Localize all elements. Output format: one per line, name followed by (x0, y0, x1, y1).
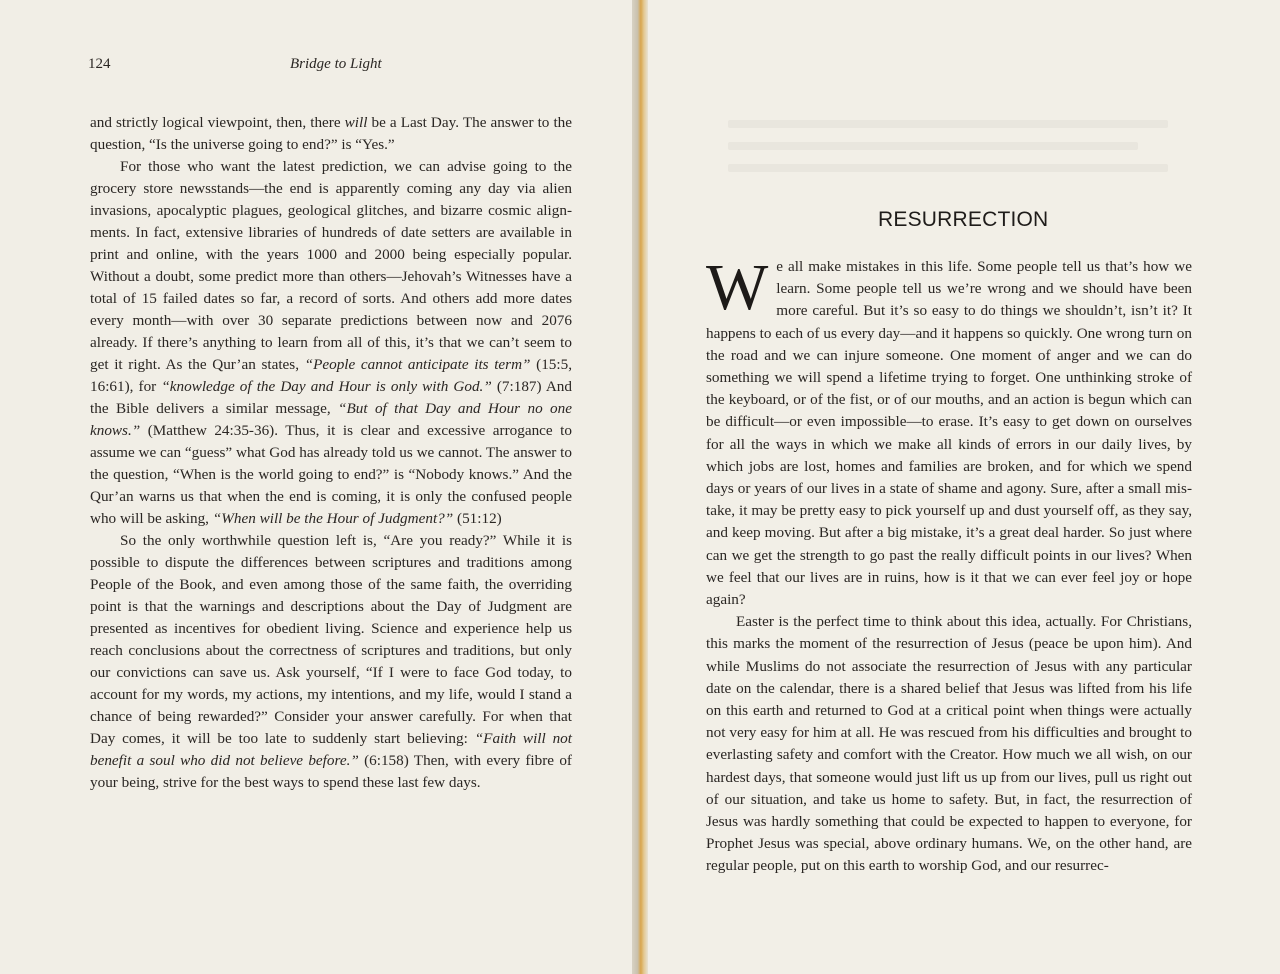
section-title: RESURRECTION (878, 208, 1049, 231)
page-number: 124 (88, 56, 111, 72)
text-run: Easter is the perfect time to think about this idea, actually. For Christians, this marks the moment of the resurrection of Jesus (peace be upon him). And while Muslims do not associate the resurrection of Jesus with any particular date on the calendar, there is a shared belief that Jesus was lifted from his life on this earth and returned to God at a critical point when things were actually not very easy for him at all. He was rescued from his difficulties and brought to everlasting safety and comfort with the Creator. How much we all wish, on our hardest days, that someone would just lift us up from our lives, pull us right out of our situation, and take us home to safety. But, in fact, the resurrection of Jesus was hardly something that could be expected to happen to everyone, for Prophet Jesus was special, above ordinary humans. We, on the other hand, are regular people, put on this earth to worship God, and our resurrec- (706, 613, 1192, 875)
quoted-text: “But of that Day and Hour no one knows.” (90, 400, 572, 439)
quoted-text: “When will be the Hour of Judgment?” (212, 510, 454, 527)
left-page (0, 0, 632, 974)
text-run: (6:158) Then, with every fibre of your being, strive for the best ways to spend these last few days. (90, 752, 572, 791)
left-page-body (90, 112, 572, 794)
paragraph (90, 156, 572, 530)
right-page-body (706, 251, 1192, 878)
text-run: (51:12) (453, 510, 502, 527)
paragraph (706, 251, 1192, 611)
quoted-text: “Faith will not benefit a soul who did not believe before.” (90, 730, 573, 769)
text-run: For those who want the latest prediction, we can advise going to the grocery store newsstands—the end is apparently coming any day via alien invasions, apocalyptic plagues, geological glitches, and bizarre cosmic alignments. In fact, extensive libraries of hundreds of date setters are available in print and online, with the years 1000 and 2000 being especially popular. Without a doubt, some predict more than others—Jehovah’s Witnesses have a total of 15 failed dates so far, a record of sorts. And others add more dates every month—with over 30 separate predictions between now and 2076 already. If there’s anything to learn from all of this, it’s that we can’t seem to get it right. As the Qur’an states, (90, 158, 572, 373)
bleed-through-text (728, 164, 1168, 172)
text-run: (Matthew 24:35-36). Thus, it is clear and excessive arrogance to assume we can “guess” what God has already told us we cannot. The answer to the question, “When is the world going to end?” is “Nobody knows.” And the Qur’an warns us that when the end is coming, it is only the confused people who will be asking, (90, 422, 572, 527)
text-run: (15:5, 16:61), for (90, 356, 573, 395)
bleed-through-text (728, 142, 1138, 150)
text-run: e all make mistakes in this life. Some people tell us that’s how we learn. Some people tell us we’re wrong and we should have been more careful. But it’s so easy to do things we shouldn’t, isn’t it? It happens to each of us every day—and it happens so quickly. One wrong turn on the road and we can injure someone. One moment of anger and we can do something we will spend a lifetime trying to forget. One unthinking stroke of the keyboard, or of the fist, or of our mouths, and an action is begun which can be difficult—or even impossible—to erase. It’s easy to get down on ourselves for all the ways in which we make all kinds of errors in our daily lives, by which jobs are lost, homes and families are broken, and for which we spend days or years of our lives in a state of shame and agony. Sure, after a small mistake, it may be pretty easy to pick yourself up and dust yourself off, as they say, and keep moving. But after a big mistake, it’s a great deal harder. So just where can we get the strength to go past the really difficult points in our lives? When we feel that our lives are in ruins, how is it that we can ever feel joy or hope again? (706, 258, 1192, 609)
bleed-through-text (728, 120, 1168, 128)
paragraph (90, 530, 572, 794)
text-run: So the only worthwhile question left is, “Are you ready?” While it is possible to dispute the differences between scriptures and traditions among People of the Book, and even among those of the same faith, the overriding point is that the warnings and descriptions about the Day of Judgment are presented as incentives for obedient living. Science and experience help us reach conclusions about the correctness of scriptures and traditions, but only our convictions can save us. Ask yourself, “If I were to face God today, to account for my words, my actions, my intentions, and my life, would I stand a chance of being rewarded?” Consider your answer carefully. For when that Day comes, it will be too late to suddenly start believing: (90, 532, 572, 747)
quoted-text: “People cannot anticipate its term” (304, 356, 531, 373)
text-run: and strictly logical viewpoint, then, there (90, 114, 345, 131)
quoted-text: “knowledge of the Day and Hour is only with God.” (161, 378, 492, 395)
paragraph (706, 611, 1192, 877)
drop-cap: W (706, 251, 769, 324)
book-gutter (632, 0, 648, 974)
paragraph (90, 112, 572, 156)
quoted-text: will (344, 114, 368, 131)
running-title: Bridge to Light (290, 56, 382, 72)
text-run: be a Last Day. The answer to the question, “Is the universe going to end?” is “Yes.” (90, 114, 572, 153)
text-run: (7:187) And the Bible delivers a similar message, (90, 378, 572, 417)
